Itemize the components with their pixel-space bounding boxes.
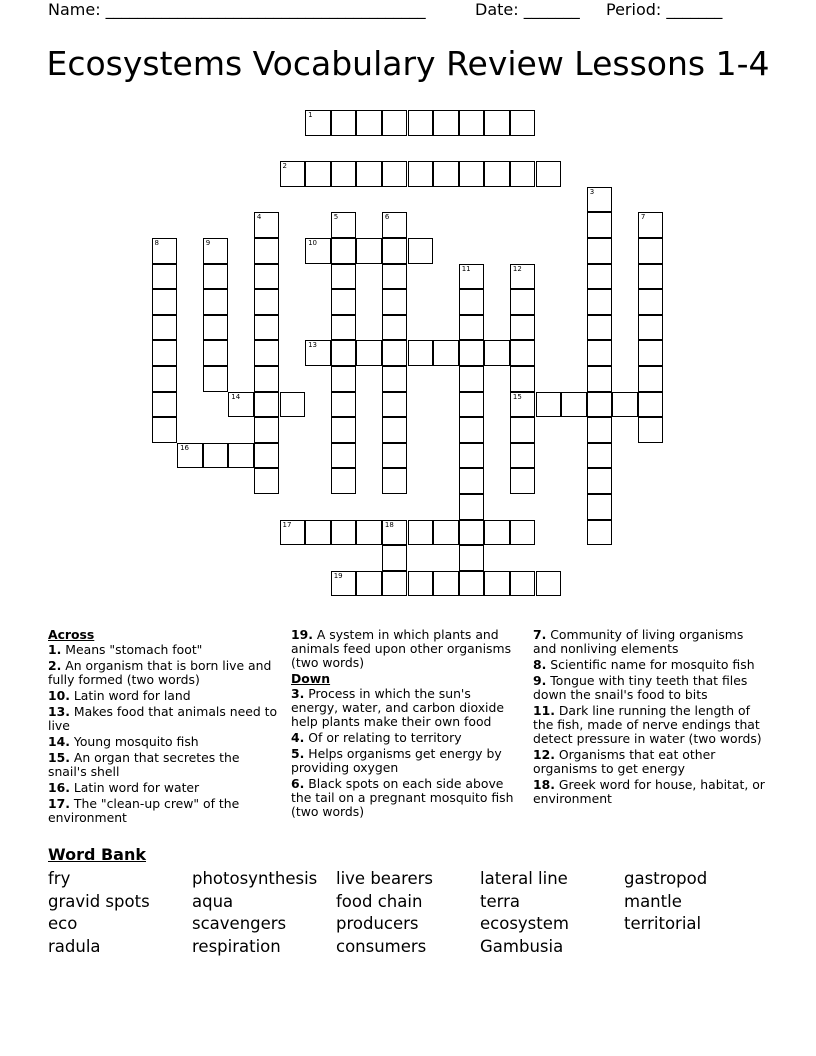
word-bank-word: mantle bbox=[624, 891, 682, 911]
clue-text: Scientific name for mosquito fish bbox=[546, 657, 755, 672]
clue-number: 19 bbox=[333, 571, 343, 580]
grid-cell[interactable] bbox=[152, 340, 178, 366]
grid-cell[interactable] bbox=[382, 545, 408, 571]
header bbox=[48, 0, 768, 22]
grid-cell[interactable] bbox=[536, 161, 562, 187]
clue-text: Black spots on each side above the tail on a pregnant mosquito fish (two words) bbox=[291, 776, 514, 819]
grid-cell[interactable] bbox=[587, 264, 613, 290]
down-clue bbox=[291, 747, 521, 775]
grid-cell[interactable] bbox=[638, 392, 664, 418]
grid-cell[interactable] bbox=[510, 468, 536, 494]
grid-cell[interactable] bbox=[459, 315, 485, 341]
across-clue bbox=[48, 781, 280, 795]
grid-cell[interactable] bbox=[382, 392, 408, 418]
grid-cell[interactable] bbox=[254, 366, 280, 392]
grid-cell[interactable] bbox=[382, 340, 408, 366]
grid-cell[interactable] bbox=[331, 212, 357, 238]
grid-cell[interactable] bbox=[510, 110, 536, 136]
word-bank-word: gastropod bbox=[624, 869, 708, 888]
grid-cell[interactable] bbox=[459, 417, 485, 443]
grid-cell[interactable] bbox=[280, 161, 306, 187]
across-clue bbox=[48, 735, 280, 749]
grid-cell[interactable] bbox=[459, 340, 485, 366]
grid-cell[interactable] bbox=[459, 494, 485, 520]
grid-cell[interactable] bbox=[331, 520, 357, 546]
page-title: Ecosystems Vocabulary Review Lessons 1-4 bbox=[46, 44, 770, 83]
grid-cell[interactable] bbox=[331, 289, 357, 315]
grid-cell[interactable] bbox=[203, 340, 229, 366]
grid-cell[interactable] bbox=[587, 340, 613, 366]
clue-text: Latin word for land bbox=[69, 688, 191, 703]
grid-cell[interactable] bbox=[638, 264, 664, 290]
grid-cell[interactable] bbox=[280, 520, 306, 546]
clue-text: Latin word for water bbox=[69, 780, 200, 795]
clue-number: 11 bbox=[461, 264, 471, 273]
grid-cell[interactable] bbox=[382, 264, 408, 290]
grid-cell[interactable] bbox=[587, 520, 613, 546]
clue-text: A system in which plants and animals feed upon other organisms (two words) bbox=[291, 627, 512, 670]
grid-cell[interactable] bbox=[459, 443, 485, 469]
grid-cell[interactable] bbox=[228, 392, 254, 418]
word-bank-word: live bearers bbox=[336, 869, 434, 888]
clue-number: 3. bbox=[291, 686, 305, 701]
word-bank bbox=[48, 845, 768, 956]
clue-number: 10 bbox=[308, 239, 318, 247]
grid-cell[interactable] bbox=[254, 315, 280, 341]
word-bank-word: territorial bbox=[624, 914, 702, 933]
grid-cell[interactable] bbox=[484, 340, 510, 366]
clue-number: 10. bbox=[48, 688, 70, 703]
date-field-label[interactable]: Date: _______ bbox=[475, 0, 580, 19]
grid-cell[interactable] bbox=[408, 110, 434, 136]
clue-number: 1. bbox=[48, 642, 62, 657]
grid-cell[interactable] bbox=[459, 520, 485, 546]
clue-number: 18 bbox=[384, 520, 394, 529]
grid-cell[interactable] bbox=[382, 289, 408, 315]
grid-cell[interactable] bbox=[561, 392, 587, 418]
down-clue bbox=[291, 687, 521, 729]
clue-number: 19. bbox=[291, 627, 313, 642]
grid-cell[interactable] bbox=[459, 161, 485, 187]
across-clue bbox=[291, 628, 521, 670]
grid-cell[interactable] bbox=[382, 161, 408, 187]
grid-cell[interactable] bbox=[382, 366, 408, 392]
clues-column-2 bbox=[291, 628, 521, 821]
word-bank-word: scavengers bbox=[192, 914, 287, 933]
grid-cell[interactable] bbox=[484, 161, 510, 187]
clue-number: 4. bbox=[291, 730, 305, 745]
grid-cell[interactable] bbox=[587, 468, 613, 494]
word-bank-word: aqua bbox=[192, 891, 234, 911]
grid-cell[interactable] bbox=[331, 417, 357, 443]
grid-cell[interactable] bbox=[408, 238, 434, 264]
grid-cell[interactable] bbox=[254, 289, 280, 315]
clue-number: 9. bbox=[533, 673, 547, 688]
down-clue bbox=[533, 674, 769, 702]
down-clue bbox=[533, 658, 769, 672]
clue-number: 11. bbox=[533, 703, 555, 718]
grid-cell[interactable] bbox=[382, 520, 408, 546]
down-clue bbox=[533, 748, 769, 776]
across-clue bbox=[48, 689, 280, 703]
clue-number: 18. bbox=[533, 777, 555, 792]
word-bank-word: terra bbox=[480, 891, 521, 911]
clue-number: 5 bbox=[333, 213, 339, 222]
clue-text: Means "stomach foot" bbox=[61, 642, 203, 657]
grid-cell[interactable] bbox=[587, 392, 613, 418]
clue-text: Of or relating to territory bbox=[304, 730, 462, 745]
clue-number: 5. bbox=[291, 746, 305, 761]
down-clue bbox=[533, 628, 769, 656]
grid-cell[interactable] bbox=[433, 161, 459, 187]
clue-number: 12. bbox=[533, 747, 555, 762]
clue-number: 12 bbox=[512, 264, 522, 273]
grid-cell[interactable] bbox=[331, 366, 357, 392]
grid-cell[interactable] bbox=[587, 187, 613, 213]
grid-cell[interactable] bbox=[254, 212, 280, 238]
clues-section bbox=[0, 628, 816, 838]
grid-cell[interactable] bbox=[305, 161, 331, 187]
grid-cell[interactable] bbox=[356, 340, 382, 366]
grid-cell[interactable] bbox=[433, 571, 459, 597]
grid-cell[interactable] bbox=[305, 520, 331, 546]
clue-text: An organism that is born live and fully formed (two words) bbox=[48, 658, 272, 687]
grid-cell[interactable] bbox=[356, 520, 382, 546]
grid-cell[interactable] bbox=[177, 443, 203, 469]
grid-cell[interactable] bbox=[203, 289, 229, 315]
clue-number: 15 bbox=[512, 392, 522, 401]
clue-number: 13. bbox=[48, 704, 70, 719]
grid-cell[interactable] bbox=[152, 289, 178, 315]
grid-cell[interactable] bbox=[254, 468, 280, 494]
down-clue bbox=[291, 731, 521, 745]
word-bank-word: fry bbox=[48, 869, 71, 888]
across-clue bbox=[48, 797, 280, 825]
grid-cell[interactable] bbox=[254, 340, 280, 366]
grid-cell[interactable] bbox=[587, 238, 613, 264]
grid-cell[interactable] bbox=[331, 443, 357, 469]
clue-number: 7 bbox=[640, 213, 646, 222]
clue-text: Makes food that animals need to live bbox=[48, 704, 278, 733]
clue-number: 16. bbox=[48, 780, 70, 795]
grid-cell[interactable] bbox=[254, 443, 280, 469]
grid-cell[interactable] bbox=[305, 238, 331, 264]
grid-cell[interactable] bbox=[382, 212, 408, 238]
across-clue bbox=[48, 751, 280, 779]
grid-cell[interactable] bbox=[459, 571, 485, 597]
grid-cell[interactable] bbox=[510, 520, 536, 546]
grid-cell[interactable] bbox=[382, 571, 408, 597]
clue-text: Community of living organisms and nonliving elements bbox=[533, 627, 744, 656]
clue-text: Greek word for house, habitat, or environment bbox=[533, 777, 765, 806]
clue-number: 15. bbox=[48, 750, 70, 765]
grid-cell[interactable] bbox=[382, 417, 408, 443]
grid-cell[interactable] bbox=[587, 443, 613, 469]
word-bank-word: radula bbox=[48, 936, 101, 956]
clue-number: 16 bbox=[180, 443, 190, 452]
grid-cell[interactable] bbox=[280, 392, 306, 418]
clue-number: 8 bbox=[154, 239, 159, 247]
word-bank-word: gravid spots bbox=[48, 891, 150, 911]
grid-cell[interactable] bbox=[612, 392, 638, 418]
clue-text: Process in which the sun's energy, water, and carbon dioxide help plants make their own food bbox=[291, 686, 504, 729]
grid-cell[interactable] bbox=[484, 571, 510, 597]
grid-cell[interactable] bbox=[484, 520, 510, 546]
grid-cell[interactable] bbox=[331, 315, 357, 341]
grid-cell[interactable] bbox=[331, 264, 357, 290]
grid-cell[interactable] bbox=[638, 212, 664, 238]
grid-cell[interactable] bbox=[587, 366, 613, 392]
grid-cell[interactable] bbox=[510, 417, 536, 443]
grid-cell[interactable] bbox=[254, 238, 280, 264]
clue-number: 2 bbox=[282, 162, 287, 171]
grid-cell[interactable] bbox=[305, 340, 331, 366]
grid-cell[interactable] bbox=[408, 571, 434, 597]
grid-cell[interactable] bbox=[408, 520, 434, 546]
clue-text: Dark line running the length of the fish, made of nerve endings that detect pressure in water (two words) bbox=[533, 703, 762, 746]
clue-number: 9 bbox=[205, 239, 211, 247]
grid-cell[interactable] bbox=[203, 443, 229, 469]
grid-cell[interactable] bbox=[408, 161, 434, 187]
down-heading: Down bbox=[291, 671, 331, 686]
grid-cell[interactable] bbox=[459, 366, 485, 392]
clue-number: 14 bbox=[231, 392, 241, 401]
grid-cell[interactable] bbox=[587, 417, 613, 443]
across-heading: Across bbox=[48, 627, 95, 642]
name-field-label[interactable]: Name: ________________________________________ bbox=[48, 0, 426, 19]
grid-cell[interactable] bbox=[331, 571, 357, 597]
grid-cell[interactable] bbox=[484, 110, 510, 136]
clue-number: 17 bbox=[282, 520, 292, 529]
grid-cell[interactable] bbox=[382, 443, 408, 469]
grid-cell[interactable] bbox=[203, 264, 229, 290]
grid-cell[interactable] bbox=[510, 315, 536, 341]
word-bank-word: photosynthesis bbox=[192, 869, 318, 888]
across-clue bbox=[48, 705, 280, 733]
grid-cell[interactable] bbox=[433, 520, 459, 546]
clue-number: 17. bbox=[48, 796, 70, 811]
clue-number: 14. bbox=[48, 734, 70, 749]
grid-cell[interactable] bbox=[510, 571, 536, 597]
grid-cell[interactable] bbox=[459, 110, 485, 136]
grid-cell[interactable] bbox=[254, 392, 280, 418]
word-bank-word: eco bbox=[48, 914, 78, 933]
grid-cell[interactable] bbox=[638, 238, 664, 264]
grid-cell[interactable] bbox=[152, 238, 178, 264]
grid-cell[interactable] bbox=[203, 315, 229, 341]
grid-cell[interactable] bbox=[408, 340, 434, 366]
grid-cell[interactable] bbox=[382, 468, 408, 494]
grid-cell[interactable] bbox=[459, 545, 485, 571]
period-field-label[interactable]: Period: _______ bbox=[606, 0, 723, 19]
clue-number: 7. bbox=[533, 627, 547, 642]
down-clue bbox=[533, 778, 769, 806]
grid-cell[interactable] bbox=[536, 392, 562, 418]
grid-cell[interactable] bbox=[638, 366, 664, 392]
clue-number: 6 bbox=[384, 213, 390, 222]
grid-cell[interactable] bbox=[254, 264, 280, 290]
across-clue bbox=[48, 643, 280, 657]
grid-cell[interactable] bbox=[331, 340, 357, 366]
grid-cell[interactable] bbox=[587, 212, 613, 238]
grid-cell[interactable] bbox=[510, 289, 536, 315]
clue-text: Helps organisms get energy by providing oxygen bbox=[291, 746, 502, 775]
word-bank-word: ecosystem bbox=[480, 914, 569, 933]
grid-cell[interactable] bbox=[152, 366, 178, 392]
grid-cell[interactable] bbox=[331, 110, 357, 136]
grid-cell[interactable] bbox=[510, 340, 536, 366]
grid-cell[interactable] bbox=[356, 238, 382, 264]
grid-cell[interactable] bbox=[356, 571, 382, 597]
grid-cell[interactable] bbox=[433, 340, 459, 366]
grid-cell[interactable] bbox=[587, 289, 613, 315]
clue-text: Organisms that eat other organisms to get energy bbox=[533, 747, 716, 776]
grid-cell[interactable] bbox=[356, 110, 382, 136]
grid-cell[interactable] bbox=[638, 340, 664, 366]
grid-cell[interactable] bbox=[254, 417, 280, 443]
clue-number: 4 bbox=[256, 213, 262, 222]
clue-text: An organ that secretes the snail's shell bbox=[48, 750, 240, 779]
grid-cell[interactable] bbox=[228, 443, 254, 469]
grid-cell[interactable] bbox=[331, 392, 357, 418]
grid-cell[interactable] bbox=[510, 392, 536, 418]
grid-cell[interactable] bbox=[587, 315, 613, 341]
grid-cell[interactable] bbox=[382, 110, 408, 136]
word-bank-word: consumers bbox=[336, 936, 427, 956]
grid-cell[interactable] bbox=[459, 289, 485, 315]
grid-cell[interactable] bbox=[305, 110, 331, 136]
clue-number: 3 bbox=[589, 187, 595, 196]
grid-cell[interactable] bbox=[433, 110, 459, 136]
grid-cell[interactable] bbox=[152, 315, 178, 341]
clue-text: Tongue with tiny teeth that files down the snail's food to bits bbox=[533, 673, 748, 702]
grid-cell[interactable] bbox=[331, 468, 357, 494]
grid-cell[interactable] bbox=[382, 238, 408, 264]
grid-cell[interactable] bbox=[510, 264, 536, 290]
clue-number: 8. bbox=[533, 657, 547, 672]
grid-cell[interactable] bbox=[152, 392, 178, 418]
grid-cell[interactable] bbox=[638, 289, 664, 315]
down-clue bbox=[533, 704, 769, 746]
word-bank-word: lateral line bbox=[480, 869, 568, 888]
grid-cell[interactable] bbox=[152, 417, 178, 443]
word-bank-word: producers bbox=[336, 914, 419, 933]
clue-number: 13 bbox=[308, 341, 318, 350]
clue-number: 1 bbox=[308, 111, 313, 119]
clues-column-3 bbox=[533, 628, 769, 808]
clues-column-1 bbox=[48, 628, 280, 827]
word-bank-title: Word Bank bbox=[48, 845, 147, 864]
clue-text: The "clean-up crew" of the environment bbox=[48, 796, 240, 825]
down-clue bbox=[291, 777, 521, 819]
grid-cell[interactable] bbox=[459, 264, 485, 290]
grid-cell[interactable] bbox=[382, 315, 408, 341]
grid-cell[interactable] bbox=[356, 161, 382, 187]
clue-text: Young mosquito fish bbox=[69, 734, 199, 749]
grid-cell[interactable] bbox=[638, 417, 664, 443]
grid-cell[interactable] bbox=[203, 238, 229, 264]
grid-cell[interactable] bbox=[459, 392, 485, 418]
grid-cell[interactable] bbox=[638, 315, 664, 341]
grid-cell[interactable] bbox=[536, 571, 562, 597]
grid-cell[interactable] bbox=[152, 264, 178, 290]
grid-cell[interactable] bbox=[510, 161, 536, 187]
grid-cell[interactable] bbox=[510, 443, 536, 469]
across-clue bbox=[48, 659, 280, 687]
clue-number: 2. bbox=[48, 658, 62, 673]
word-bank-word: food chain bbox=[336, 891, 423, 911]
grid-cell[interactable] bbox=[510, 366, 536, 392]
grid-cell[interactable] bbox=[203, 366, 229, 392]
grid-cell[interactable] bbox=[331, 161, 357, 187]
clue-number: 6. bbox=[291, 776, 305, 791]
grid-cell[interactable] bbox=[587, 494, 613, 520]
word-bank-word: Gambusia bbox=[480, 936, 564, 956]
grid-cell[interactable] bbox=[331, 238, 357, 264]
word-bank-word: respiration bbox=[192, 936, 281, 956]
grid-cell[interactable] bbox=[459, 468, 485, 494]
